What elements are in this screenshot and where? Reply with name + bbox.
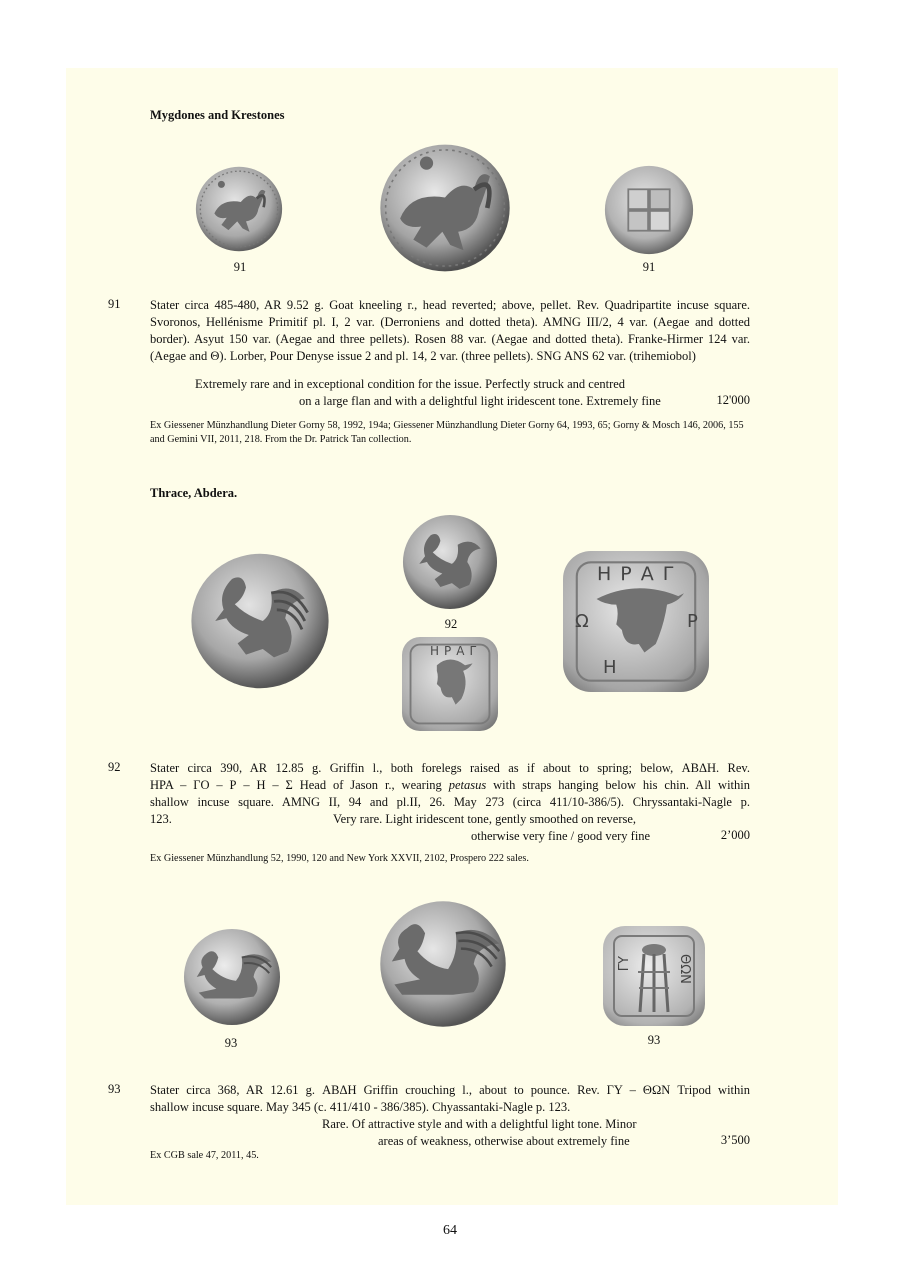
- image-caption: 93: [647, 1033, 661, 1047]
- lot-quality-line: on a large flan and with a delightful light iridescent tone. Extremely fine: [299, 394, 661, 408]
- lot-description-line: shallow incuse square. AMNG II, 94 and pl.II, 26. May 273 (circa 411/10-386/5). Chryssantaki-Nagle p.: [150, 795, 750, 809]
- griffin-icon: [402, 514, 498, 610]
- lot-provenance: Ex CGB sale 47, 2011, 45.: [150, 1150, 259, 1161]
- legend-letter: Η: [430, 644, 445, 658]
- legend-letter: Ω: [575, 611, 589, 632]
- coin-griffin-obverse-small: [402, 514, 498, 610]
- coin-legend: [430, 644, 481, 658]
- coin-goat-obverse-large: [374, 142, 516, 274]
- coin-legend: ΓΥ: [617, 956, 632, 972]
- legend-letter: Η: [597, 563, 621, 585]
- image-caption: 92: [444, 617, 458, 631]
- description-italic: petasus: [448, 778, 487, 792]
- legend-letter: Γ: [469, 644, 482, 658]
- image-caption: 91: [233, 260, 247, 274]
- lot-description: [150, 1082, 750, 1116]
- lot-description: [150, 297, 750, 365]
- incuse-square-icon: [603, 165, 695, 255]
- coin-griffin-crouching-large: [369, 900, 517, 1028]
- coin-legend: [597, 563, 682, 585]
- lot-price: 2’000: [720, 828, 750, 842]
- coin-griffin-crouching-small: [183, 926, 281, 1028]
- lot-price: 3’500: [720, 1133, 750, 1147]
- lot-provenance: Ex Giessener Münzhandlung 52, 1990, 120 and New York XXVII, 2102, Prospero 222 sales.: [150, 853, 529, 864]
- legend-letter: Ρ: [687, 611, 698, 632]
- legend-letter: Ρ: [620, 563, 641, 585]
- goat-icon: [193, 165, 285, 253]
- lot-quality-line: Rare. Of attractive style and with a delightful light tone. Minor: [322, 1117, 637, 1131]
- griffin-icon: [369, 900, 517, 1028]
- griffin-icon: [187, 551, 333, 691]
- description-fragment: ΗΡΑ – ΓΟ – Ρ – Η – Σ Head of Jason r., wearing: [150, 778, 449, 792]
- legend-letter: Α: [456, 644, 470, 658]
- legend-letter: Α: [640, 563, 663, 585]
- lot-description-line: Stater circa 368, AR 12.61 g. ΑΒΔΗ Griffin crouching l., about to pounce. Rev. ΓΥ – ΘΩΝ Tripod within: [150, 1083, 750, 1097]
- lot-description-line: shallow incuse square. May 345 (c. 411/410 - 386/385). Chyassantaki-Nagle p. 123.: [150, 1100, 571, 1114]
- goat-icon: [374, 142, 516, 274]
- lot-quality-line: areas of weakness, otherwise about extremely fine: [378, 1134, 630, 1148]
- lot-quality-line: Extremely rare and in exceptional condition for the issue. Perfectly struck and centred: [195, 377, 626, 391]
- section-heading-abdera: Thrace, Abdera.: [150, 486, 238, 500]
- legend-letter: Ρ: [444, 644, 457, 658]
- description-fragment: with straps hanging below his chin. All within: [486, 778, 750, 792]
- lot-description-line: 123.: [150, 812, 172, 826]
- lot-quality-line: Very rare. Light iridescent tone, gently smoothed on reverse,: [333, 812, 637, 826]
- image-caption: 93: [224, 1036, 238, 1050]
- section-heading-mygdones: Mygdones and Krestones: [150, 108, 285, 122]
- coin-tripod-reverse: [603, 926, 705, 1026]
- coin-goat-obverse-small: [193, 165, 285, 253]
- lot-quality-line: otherwise very fine / good very fine: [471, 829, 651, 843]
- lot-price: 12'000: [716, 393, 750, 407]
- coin-incuse-square-reverse: [603, 165, 695, 255]
- lot-description-text: Stater circa 485-480, AR 9.52 g. Goat kneeling r., head reverted; above, pellet. Rev. Quadripartite incuse square. Svoronos, Hellénisme Primitif pl. I, 2 var. (Derroniens and dotted theta). AMNG III/2, 4 var. (Aegae and dotted border). Asyut 150 var. (Aegae and three pellets). Rosen 88 var. (Aegae and dotted theta). Franke-Hirmer 124 var. (Aegae and Θ). Lorber, Pour Denyse issue 2 and pl. 14, 2 var. (three pellets). SNG ANS 62 var. (trihemiobol): [150, 298, 750, 363]
- legend-letter: Η: [603, 657, 617, 678]
- lot-provenance: Ex Giessener Münzhandlung Dieter Gorny 58, 1992, 194a; Giessener Münzhandlung Dieter Gorny 64, 1993, 65; Gorny & Mosch 146, 2006, 155 and Gemini VII, 2011, 218. From the Dr. Patrick Tan collection.: [150, 420, 744, 445]
- page-number: 64: [443, 1223, 457, 1238]
- coin-jason-head-reverse-small: [402, 637, 498, 731]
- lot-description-line: [150, 777, 750, 794]
- lot-number: 92: [108, 760, 121, 774]
- coin-jason-head-reverse-large: [563, 551, 709, 692]
- lot-number: 91: [108, 297, 121, 311]
- griffin-icon: [183, 926, 281, 1028]
- lot-description-line: Stater circa 390, AR 12.85 g. Griffin l., both forelegs raised as if about to spring; below, ΑΒΔΗ. Rev.: [150, 761, 750, 775]
- image-caption: 91: [642, 260, 656, 274]
- coin-legend: ΘΩΝ: [677, 954, 692, 984]
- lot-number: 93: [108, 1082, 121, 1096]
- legend-letter: Γ: [662, 563, 683, 585]
- coin-griffin-obverse-large: [187, 551, 333, 691]
